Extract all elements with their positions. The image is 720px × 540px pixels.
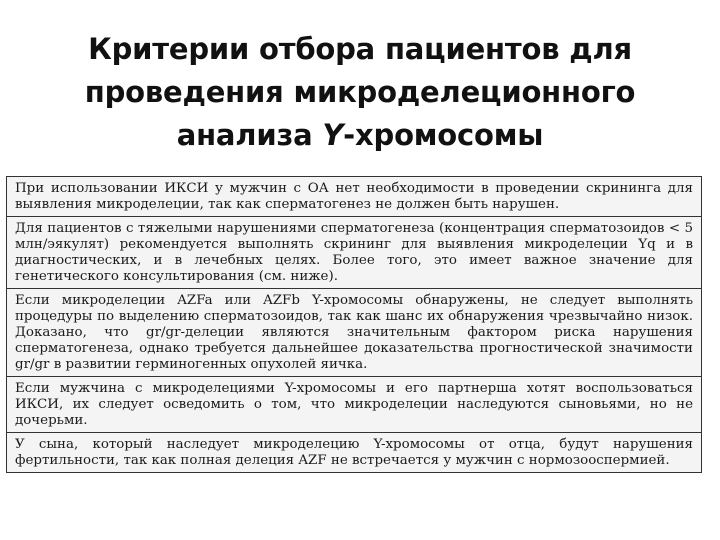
criteria-row-1: При использовании ИКСИ у мужчин с ОА нет необходимости в проведении скрининга для выявления микроделеции, так как сперматогенез не должен быть нарушен. bbox=[7, 177, 701, 216]
title-line-2: проведения микроделеционного bbox=[84, 75, 636, 109]
slide-title bbox=[20, 28, 700, 157]
title-y-letter: Y bbox=[322, 118, 344, 152]
title-line-3-suffix: -хромосомы bbox=[343, 118, 544, 152]
criteria-row-2: Для пациентов с тяжелыми нарушениями сперматогенеза (концентрация сперматозоидов < 5 млн/эякулят) рекомендуется выполнять скрининг для выявления микроделеции Yq и в диагностических, и в лечебных целях. Более того, это имеет важное значение для генетического консультирования (см. ниже). bbox=[7, 216, 701, 288]
criteria-row-4: Если мужчина с микроделециями Y-хромосомы и его партнерша хотят воспользоваться ИКСИ, их следует осведомить о том, что микроделеции наследуются сыновьями, но не дочерьми. bbox=[7, 376, 701, 432]
criteria-row-3: Если микроделеции AZFa или AZFb Y-хромосомы обнаружены, не следует выполнять процедуры по выделению сперматозоидов, так как шанс их обнаружения чрезвычайно низок. Доказано, что gr/gr-делеции являются значительным фактором риска нарушения сперматогенеза, однако требуется дальнейшее доказательства прогностической значимости gr/gr в развитии герминогенных опухолей яичка. bbox=[7, 288, 701, 376]
title-line-3 bbox=[20, 114, 700, 157]
title-line-3-prefix: анализа bbox=[176, 118, 323, 152]
criteria-table bbox=[6, 176, 702, 473]
title-line-1: Критерии отбора пациентов для bbox=[88, 32, 632, 66]
criteria-row-5: У сына, который наследует микроделецию Y-хромосомы от отца, будут нарушения фертильности, так как полная делеция AZF не встречается у мужчин с нормозооспермией. bbox=[7, 432, 701, 472]
